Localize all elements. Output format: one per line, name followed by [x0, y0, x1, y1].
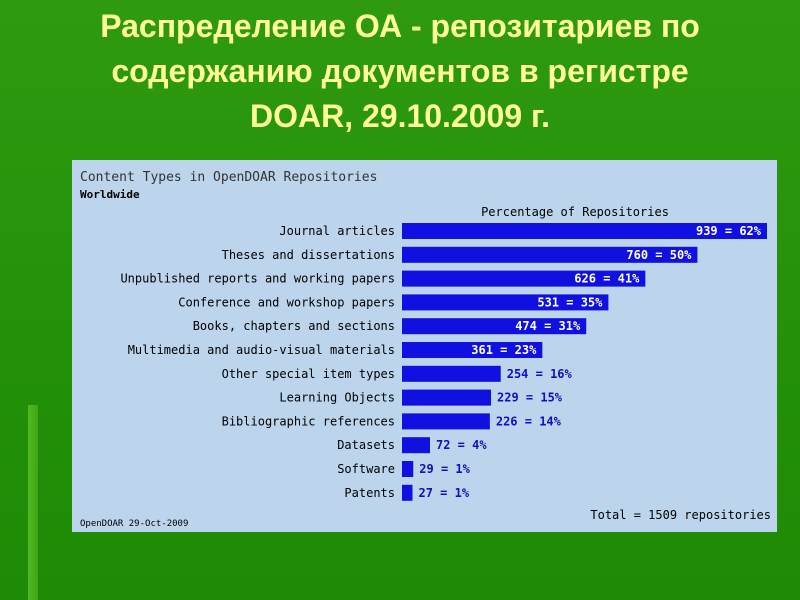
category-label: Journal articles [279, 224, 395, 238]
data-label: 626 = 41% [574, 271, 640, 286]
column-header: Percentage of Repositories [481, 205, 669, 219]
decorative-stripe [28, 405, 38, 600]
data-label: 361 = 23% [471, 343, 537, 357]
data-label: 760 = 50% [626, 247, 692, 262]
category-label: Unpublished reports and working papers [120, 271, 395, 286]
bar [402, 461, 413, 477]
category-label: Books, chapters and sections [192, 319, 395, 334]
data-label: 531 = 35% [537, 295, 603, 310]
slide-title-line-1: Распределение ОА - репозитариев по [100, 8, 700, 44]
slide-title [40, 4, 760, 139]
data-label: 254 = 16% [506, 366, 572, 381]
data-label: 27 = 1% [418, 485, 470, 500]
bar [402, 366, 501, 382]
data-label: 226 = 14% [495, 414, 561, 429]
bar [402, 485, 412, 501]
category-label: Patents [344, 485, 395, 500]
chart-title: Content Types in OpenDOAR Repositories [80, 170, 378, 185]
slide-title-line-3: DOAR, 29.10.2009 г. [249, 98, 551, 134]
chart-subtitle: Worldwide [80, 188, 140, 201]
category-label: Other special item types [221, 366, 395, 381]
category-label: Conference and workshop papers [178, 295, 395, 310]
chart-panel [72, 160, 777, 532]
slide-title-line-2: содержанию документов в регистре [111, 53, 689, 89]
category-label: Multimedia and audio-visual materials [127, 343, 395, 357]
category-label: Datasets [337, 438, 395, 453]
data-label: 229 = 15% [497, 390, 563, 405]
data-label: 29 = 1% [419, 462, 470, 476]
category-label: Theses and dissertations [221, 247, 395, 262]
bar [402, 413, 490, 429]
category-label: Bibliographic references [221, 414, 395, 429]
category-label: Software [337, 462, 395, 476]
bar-chart [72, 160, 777, 532]
total-label: Total = 1509 repositories [590, 508, 771, 522]
data-label: 939 = 62% [695, 224, 761, 238]
bars-group [120, 223, 767, 501]
bar [402, 437, 430, 453]
data-label: 72 = 4% [435, 438, 487, 453]
data-label: 474 = 31% [515, 319, 581, 334]
bar [402, 390, 491, 406]
category-label: Learning Objects [279, 390, 395, 405]
source-label: OpenDOAR 29-Oct-2009 [80, 519, 189, 529]
